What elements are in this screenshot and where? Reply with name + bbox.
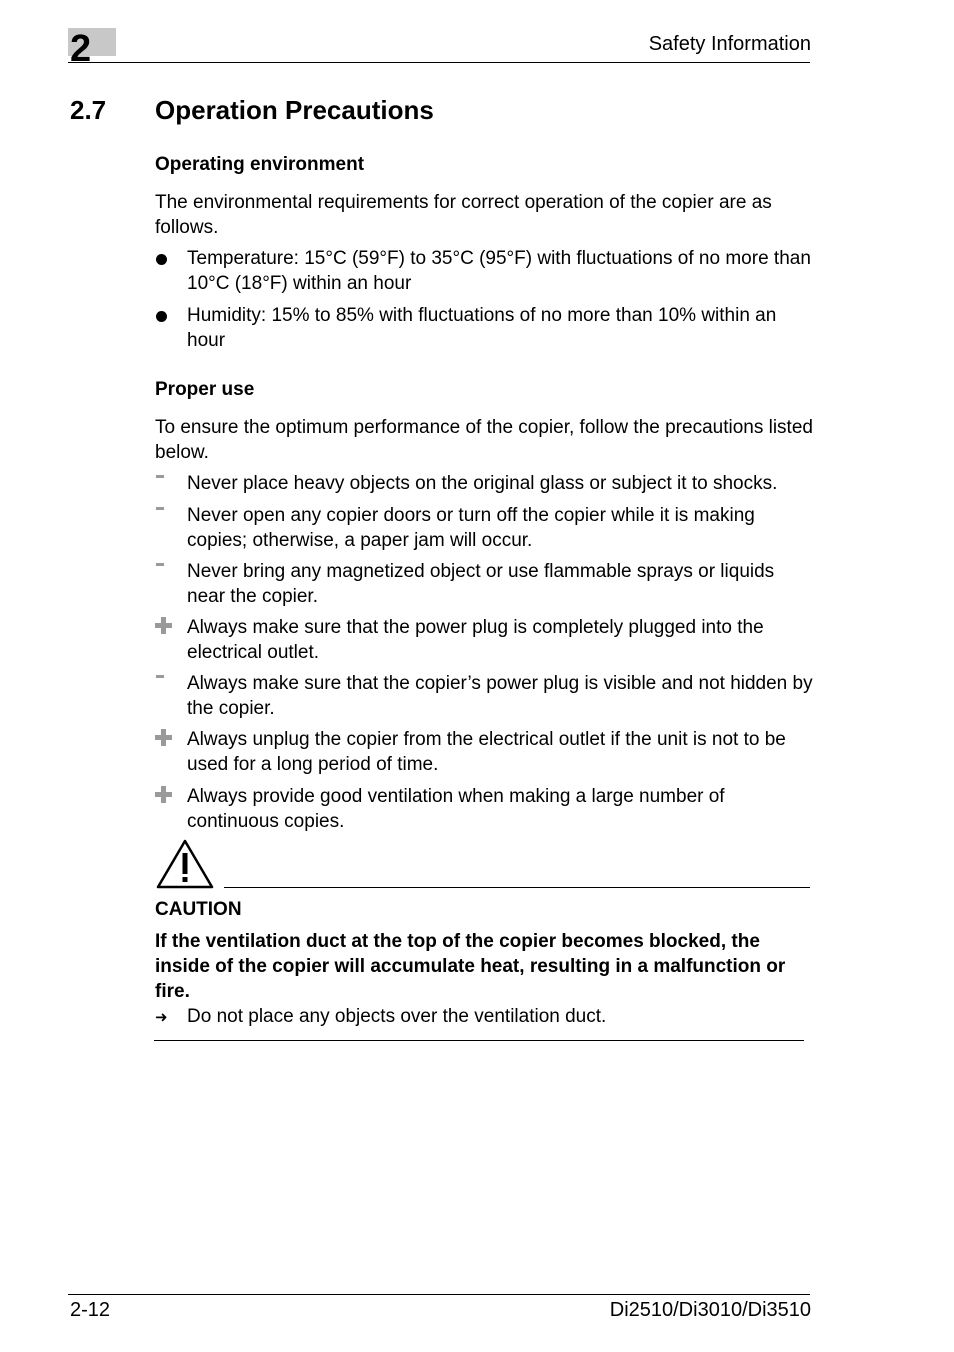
list-item: Always make sure that the copier’s power plug is visible and not hidden by the copier. [155,671,815,721]
plus-icon [155,784,175,809]
header-divider [68,62,810,63]
model-name: Di2510/Di3010/Di3510 [609,1299,811,1321]
list-item: Always unplug the copier from the electrical outlet if the unit is not to be used for a long period of time. [155,727,815,777]
plus-icon [155,727,175,752]
footer-divider [68,1294,810,1295]
list-item: Never place heavy objects on the original glass or subject it to shocks. [155,471,815,496]
caution-text: If the ventilation duct at the top of the copier becomes blocked, the inside of the copier will accumulate heat, resulting in a malfunction or fire. [155,931,786,1002]
bullet-icon [155,303,175,328]
list-item: Never open any copier doors or turn off the copier while it is making copies; otherwise, a paper jam will occur. [155,503,815,553]
warning-triangle-icon [155,838,215,890]
dash-icon [155,471,175,496]
dash-icon [155,671,175,696]
section-number: 2.7 [70,95,107,125]
list-item: Always make sure that the power plug is completely plugged into the electrical outlet. [155,615,815,665]
dash-icon [155,559,175,584]
chapter-number: 2 [70,28,92,70]
arrow-right-icon: ➜ [155,1009,168,1026]
section-title: Operation Precautions [155,95,434,125]
section-heading [70,94,434,126]
plus-icon [155,615,175,640]
list-item: Humidity: 15% to 85% with fluctuations of no more than 10% within an hour [155,303,815,353]
caution-title: CAUTION [155,899,242,920]
caution-end-divider [154,1040,804,1041]
list-item: Always provide good ventilation when making a large number of continuous copies. [155,784,815,834]
bullet-icon [155,246,175,271]
proper-use-heading: Proper use [155,379,255,400]
list-item: Temperature: 15°C (59°F) to 35°C (95°F) with fluctuations of no more than 10°C (18°F) within an hour [155,246,815,296]
caution-divider [224,887,810,888]
proper-use-intro: To ensure the optimum performance of the copier, follow the precautions listed below. [155,417,813,463]
page-number: 2-12 [70,1299,111,1321]
operating-environment-intro: The environmental requirements for correct operation of the copier are as follows. [155,192,772,238]
header-title: Safety Information [648,33,811,55]
operating-environment-heading: Operating environment [155,154,365,175]
caution-action: ➜ Do not place any objects over the ventilation duct. [155,1006,607,1027]
dash-icon [155,503,175,528]
list-item: Never bring any magnetized object or use flammable sprays or liquids near the copier. [155,559,815,609]
